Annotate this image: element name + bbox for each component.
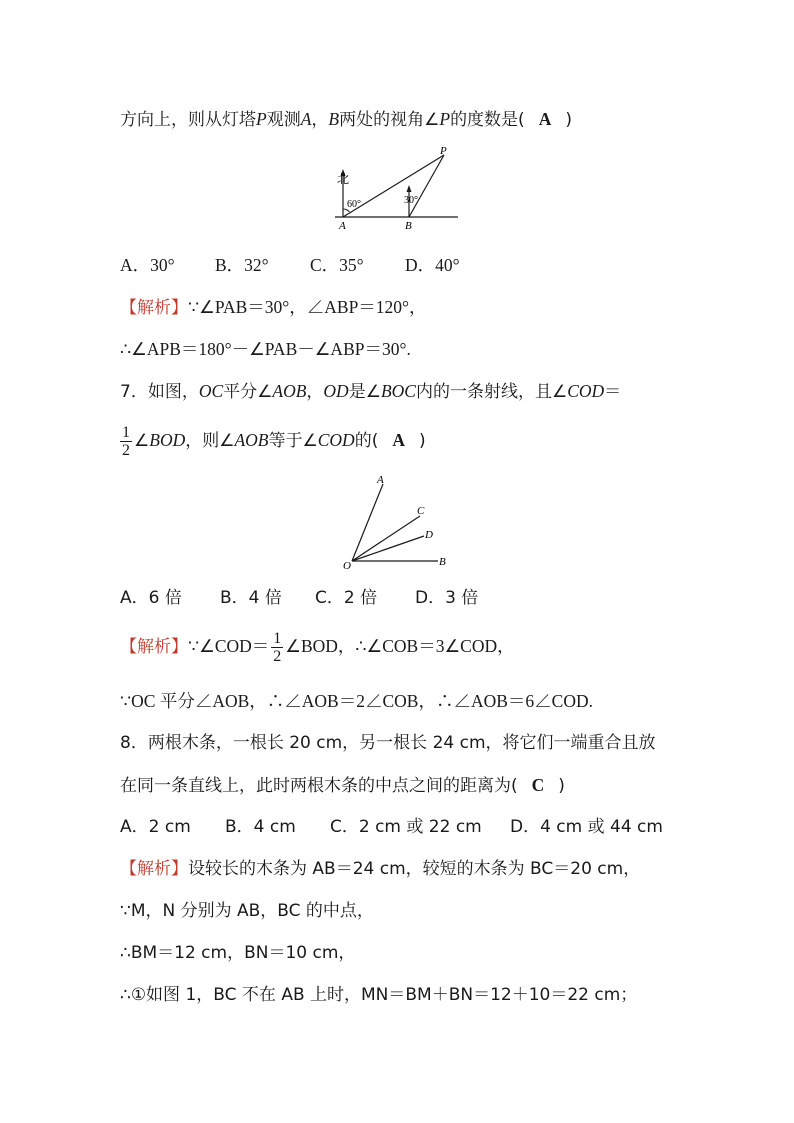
- q7-var: COD: [567, 381, 605, 401]
- q6-analysis-tag: 【解析】: [120, 298, 188, 318]
- q7-stem-line2: [120, 422, 426, 459]
- q8-stem-text: 在同一条直线上，此时两根木条的中点之间的距离为(: [120, 776, 518, 796]
- q7-var: OD: [323, 381, 349, 401]
- q7-option-d: D．3 倍: [415, 588, 479, 608]
- q6-arrowhead-b: [407, 185, 412, 192]
- q7-var: OC: [198, 381, 224, 401]
- q6-figure: [330, 145, 465, 235]
- q8-option-d: D．4 cm 或 44 cm: [510, 817, 663, 837]
- q7-ray-oa: [352, 484, 383, 561]
- q7-analysis-2: [120, 690, 593, 713]
- q7-option-c: C．2 倍: [315, 588, 378, 608]
- q8-stem-text: ): [558, 776, 565, 796]
- q6-analysis-2: [120, 338, 411, 361]
- q8-option-b: B．4 cm: [225, 817, 296, 837]
- q7-analysis-text: ∵OC 平分∠AOB，∴∠AOB＝2∠COB，∴∠AOB＝6∠COD.: [120, 691, 593, 711]
- q6-stem-text: 方向上，则从灯塔: [120, 110, 256, 130]
- q6-label-a: A: [339, 220, 346, 232]
- q8-analysis-1: [120, 858, 640, 880]
- q7-option-a: A．6 倍: [120, 588, 182, 608]
- q8-analysis-text: ∴BM＝12 cm，BN＝10 cm，: [120, 943, 356, 963]
- q6-label-angle-b: 30°: [404, 195, 418, 206]
- q8-analysis-text: ∴①如图 1，BC 不在 AB 上时，MN＝BM＋BN＝12＋10＝22 cm；: [120, 985, 638, 1005]
- q7-fraction: [120, 424, 132, 459]
- q6-options: [120, 254, 460, 277]
- q7-stem-text: 7．如图，: [120, 382, 199, 402]
- q7-options: [120, 587, 478, 609]
- q6-line-bp: [409, 155, 444, 217]
- q7-ray-oc: [352, 516, 420, 561]
- q7-ray-od: [352, 536, 424, 561]
- q7-figure: [340, 472, 460, 572]
- q6-stem-text: 观测: [266, 110, 301, 130]
- q7-fraction-denominator: 2: [122, 441, 130, 459]
- q7-var: COD: [317, 430, 355, 450]
- q7-stem-text: ，: [306, 382, 324, 402]
- q8-analysis-3: [120, 942, 355, 964]
- q7-analysis-tag: 【解析】: [120, 637, 188, 657]
- q8-answer: C: [531, 775, 545, 795]
- q8-analysis-text: 设较长的木条为 AB＝24 cm，较短的木条为 BC＝20 cm，: [188, 859, 641, 879]
- q7-stem-line1: [120, 380, 621, 403]
- q6-option-b: B．32°: [215, 255, 269, 275]
- q6-option-d: D．40°: [405, 255, 460, 275]
- q7-label-d: D: [425, 529, 433, 541]
- q8-option-a: A．2 cm: [120, 817, 191, 837]
- q6-analysis-text: ∵∠PAB＝30°，∠ABP＝120°，: [188, 297, 427, 317]
- q7-analysis-fraction: [271, 630, 283, 665]
- q8-stem-line2: [120, 774, 565, 797]
- q8-analysis-2: [120, 900, 374, 922]
- q7-stem-text: 是∠: [348, 382, 381, 402]
- q6-option-c: C．35°: [310, 255, 364, 275]
- q7-analysis-1: [120, 628, 515, 665]
- q6-label-angle-a: 60°: [347, 199, 361, 210]
- q8-analysis-tag: 【解析】: [120, 859, 188, 879]
- q7-label-o: O: [343, 560, 351, 572]
- q7-option-b: B．4 倍: [220, 588, 282, 608]
- q7-var: BOD: [149, 430, 186, 450]
- q6-var-p: P: [256, 109, 267, 129]
- q7-answer: A: [392, 430, 405, 450]
- q6-var-a: A: [300, 109, 312, 129]
- q6-var-p: P: [439, 109, 451, 129]
- q8-options: [120, 816, 663, 838]
- q7-analysis-fraction-numerator: 1: [273, 629, 282, 647]
- q7-label-c: C: [417, 505, 425, 517]
- q7-analysis-fraction-denominator: 2: [273, 647, 282, 665]
- q7-stem-text: 内的一条射线，且∠: [415, 382, 568, 402]
- q6-var-b: B: [328, 109, 340, 129]
- q6-stem-text: ，: [311, 110, 329, 130]
- q7-var: AOB: [234, 430, 269, 450]
- q8-analysis-4: [120, 984, 637, 1006]
- q7-label-b: B: [439, 556, 446, 568]
- q7-analysis-text: ∠BOD，∴∠COB＝3∠COD，: [285, 636, 515, 656]
- q8-analysis-text: ∵M，N 分别为 AB，BC 的中点，: [120, 901, 374, 921]
- q7-analysis-text: ∵∠COD＝: [188, 636, 270, 656]
- q7-label-a: A: [377, 474, 384, 486]
- q7-fraction-numerator: 1: [122, 423, 130, 441]
- q7-var: BOC: [380, 381, 416, 401]
- q7-stem-text: ∠: [134, 431, 150, 451]
- q8-option-c: C．2 cm 或 22 cm: [330, 817, 482, 837]
- q6-stem-text: 两处的视角∠: [339, 110, 440, 130]
- q6-stem-text: 的度数是(: [450, 110, 525, 130]
- q6-analysis-1: [120, 296, 427, 319]
- q7-stem-text: 等于∠: [268, 431, 318, 451]
- q6-label-north: 北: [337, 172, 350, 186]
- q6-label-b: B: [405, 220, 412, 232]
- q7-stem-text: ，则∠: [185, 431, 235, 451]
- q6-analysis-text: ∴∠APB＝180°－∠PAB－∠ABP＝30°.: [120, 339, 411, 359]
- q7-var: AOB: [272, 381, 307, 401]
- q6-stem: [120, 108, 572, 131]
- q8-stem-text: 8．两根木条，一根长 20 cm，另一根长 24 cm，将它们一端重合且放: [120, 733, 656, 753]
- q7-stem-text: 平分∠: [223, 382, 273, 402]
- q8-stem-line1: [120, 732, 656, 754]
- q7-stem-text: 的(: [354, 431, 379, 451]
- q7-stem-text: ): [418, 431, 426, 451]
- q6-stem-text: ): [565, 110, 572, 130]
- q6-label-p: P: [440, 145, 447, 157]
- q6-answer: A: [538, 109, 552, 129]
- q6-option-a: A．30°: [120, 255, 175, 275]
- q7-stem-text: ＝: [604, 382, 622, 402]
